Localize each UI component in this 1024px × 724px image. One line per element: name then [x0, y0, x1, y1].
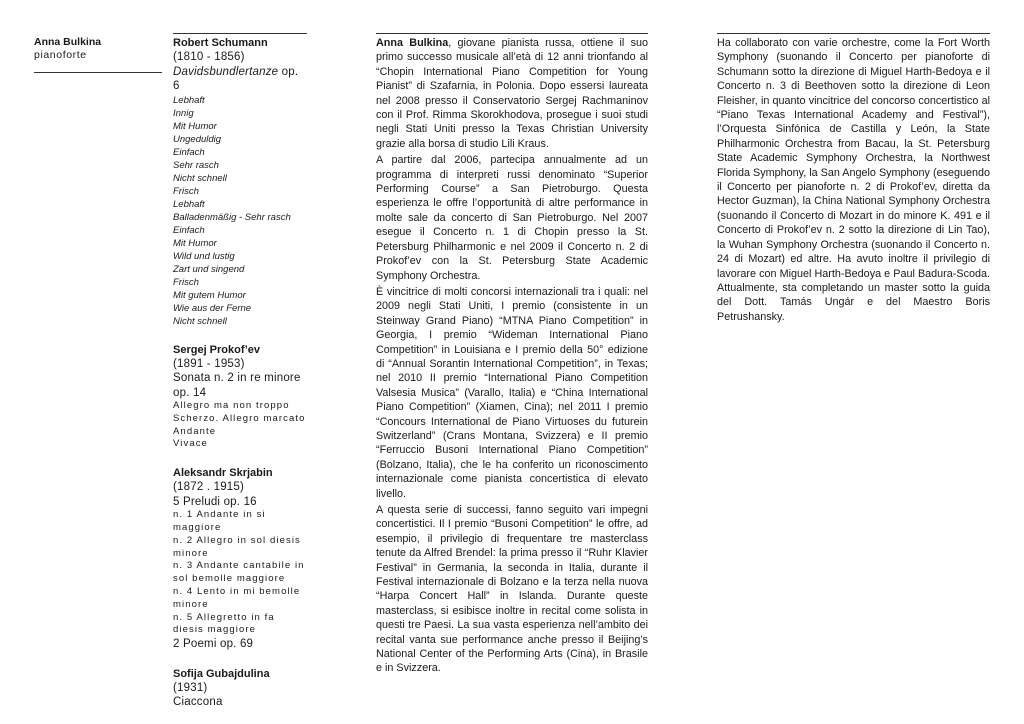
bio-paragraph-3: È vincitrice di molti concorsi internazionali tra i quali: nel 2009 negli Stati Uniti, I premio (consistente in un Steinway Grand Piano) “MTNA Piano Competition” in Georgia, I premio “Wideman International Piano Competition” in Louisiana e I premio della 50° edizione di “Annual Sorantin International Competition”, in Texas; nel 2010 II premio “International Piano Competition Valsesia Musica” (Varallo, Italia) e “China International Piano Competition” (Xiamen, Cina); nel 2011 I premio “Concours International de Piano Virtuoses du futurein Switzerland” (Crans Montana, Svizzera) e II premio “Ferruccio Busoni International Piano Competition” (Bolzano, Italia), che le ha conferito un riconoscimento internazionale come pianista concertistica di elevato livello.: [376, 285, 648, 500]
movement: Wild und lustig: [173, 250, 235, 262]
movement: Balladenmäßig - Sehr rasch: [173, 211, 291, 223]
movement: Allegro ma non troppo: [173, 400, 290, 411]
movement: Frisch: [173, 185, 199, 197]
movement: Ungeduldig: [173, 133, 222, 145]
work-title: 5 Preludi op. 16: [173, 495, 257, 508]
movement: Zart und singend: [173, 263, 245, 275]
composer-name: Robert Schumann: [173, 37, 268, 49]
movement: Innig: [173, 107, 194, 119]
bio-paragraph-2: A partire dal 2006, partecipa annualmente ad un programma di interpreti russi denominato “Superior Performing Course” a San Pietroburgo. Questa esperienza le offre l’opportunità di altre performance in molte sale da concerto di San Pietroburgo. Nel 2007 esegue il Concerto n. 1 di Chopin presso la St. Petersburg Philharmonic e nel 2009 il Concerto n. 2 di Prokof’ev con la St. Petersburg State Academic Symphony Orchestra.: [376, 154, 648, 282]
movement: Wie aus der Ferne: [173, 302, 252, 314]
composer-name: Aleksandr Skrjabin: [173, 467, 273, 480]
movement: Mit gutem Humor: [173, 289, 246, 301]
movement: Lebhaft: [173, 94, 205, 106]
performer-heading: [34, 36, 162, 73]
program-column: [173, 33, 307, 723]
movement: Mit Humor: [173, 120, 217, 132]
program-entry: [173, 665, 307, 710]
work-title: op. 14: [173, 386, 207, 399]
program-entry: [173, 464, 307, 651]
movement: n. 3 Andante cantabile in sol bemolle maggiore: [173, 560, 305, 585]
movement: n. 1 Andante in si maggiore: [173, 509, 266, 533]
movement: Andante: [173, 425, 217, 437]
biography-column-1: [376, 33, 648, 676]
performer-instrument: pianoforte: [34, 49, 87, 61]
performer-name: Anna Bulkina: [34, 36, 102, 48]
movement: Einfach: [173, 224, 205, 236]
composer-name: Sofija Gubajdulina: [173, 667, 270, 680]
movement: n. 4 Lento in mi bemolle minore: [173, 585, 301, 610]
program-entry: [173, 34, 307, 328]
movement: Sehr rasch: [173, 159, 219, 171]
biography-column-2: [717, 33, 990, 324]
movement: Scherzo. Allegro marcato: [173, 412, 306, 424]
movement: n. 5 Allegretto in fa diesis maggiore: [173, 611, 275, 636]
work-opus: op. 6: [173, 65, 299, 92]
work-title: [173, 65, 307, 94]
composer-dates: (1810 - 1856): [173, 51, 245, 63]
performer-block: [34, 36, 162, 73]
composer-dates: (1872 . 1915): [173, 481, 245, 494]
bio-paragraph-1: [376, 34, 648, 151]
bio-paragraph-1-text: , giovane pianista russa, ottiene il suo primo successo musicale all’età di 12 anni trionfando al “Chopin International Piano Competition for Young Pianist” di Szafarnia, in Polonia. Dopo essersi laureata nel 2008 presso il Conservatorio Sergej Rachmaninov con il Prof. Rimma Skorokhodova, prosegue i suoi studi negli Stati Uniti presso la Texas Christian University grazie alla borsa di studio Lili Kraus.: [376, 37, 648, 150]
work-title: Sonata n. 2 in re minore: [173, 372, 301, 384]
movement: Vivace: [173, 438, 208, 450]
movement: n. 2 Allegro in sol diesis minore: [173, 534, 301, 559]
composer-name: Sergej Prokof’ev: [173, 343, 261, 356]
work-title-name: Davidsbundlertanze: [173, 65, 279, 78]
movement: Lebhaft: [173, 198, 205, 210]
composer-dates: (1931): [173, 681, 208, 694]
bio-artist-name: Anna Bulkina: [376, 37, 449, 49]
composer-dates: (1891 - 1953): [173, 357, 245, 370]
bio-paragraph-4: A questa serie di successi, fanno seguito vari impegni concertistici. Il I premio “Busoni Competition” le offre, ad esempio, il privilegio di frequentare tre masterclass tenute da Alfred Brendel: la prima presso il “Ruhr Klavier Festival” in Germania, la seconda in Italia, durante il Festival internazionale di Bolzano e la terza nella nuova “Harpa Concert Hall” in Islanda. Durante queste masterclass, si esibisce inoltre in recital come solista in questi tre Paesi. La sua vasta esperienza nell’ambito dei recital vanta sue performance anche presso il Beijing’s National Center of the Performing Arts (Cina), in Brasile e in Svizzera.: [376, 504, 648, 675]
work-title: 2 Poemi op. 69: [173, 638, 254, 651]
movement: Mit Humor: [173, 237, 217, 249]
movement: Nicht schnell: [173, 172, 227, 184]
bio-paragraph-5: Ha collaborato con varie orchestre, come la Fort Worth Symphony (suonando il Concerto per pianoforte di Schumann sotto la direzione di Miguel Harth-Bedoya e il Concerto n. 3 di Beethoven sotto la direzione di Leon Fleisher, in quanto vincitrice del concorso concertistico al “Piano Texas International Academy and Festival”), l’Orquesta Sinfónica de Castilla y León, la State Philharmonic Orchestra from Bacau, la St. Petersburg State Academic Symphony Orchestra, la Northwest Florida Symphony, la San Angelo Symphony (eseguendo il Concerto per pianoforte n. 2 di Prokof’ev, diretta da Hector Guzman), la China National Symphony Orchestra (suonando il Concerto di Mozart in do minore K. 491 e il Concerto di Prokof’ev n. 2 sotto la direzione di Lin Tao), la Wuhan Symphony Orchestra (suonando il Concerto n. 24 di Mozart) ed altre. Ha avuto inoltre il privilegio di lavorare con Miguel Harth-Bedoya e Paul Badura-Scoda. Attualmente, sta completando un master sotto la guida del Dott. Tamás Ungár e del Maestro Boris Petrushansky.: [717, 37, 990, 323]
movement: Nicht schnell: [173, 315, 227, 327]
work-title: Ciaccona: [173, 696, 223, 709]
movement: Einfach: [173, 146, 205, 158]
program-entry: [173, 341, 307, 452]
movement: Frisch: [173, 276, 199, 288]
